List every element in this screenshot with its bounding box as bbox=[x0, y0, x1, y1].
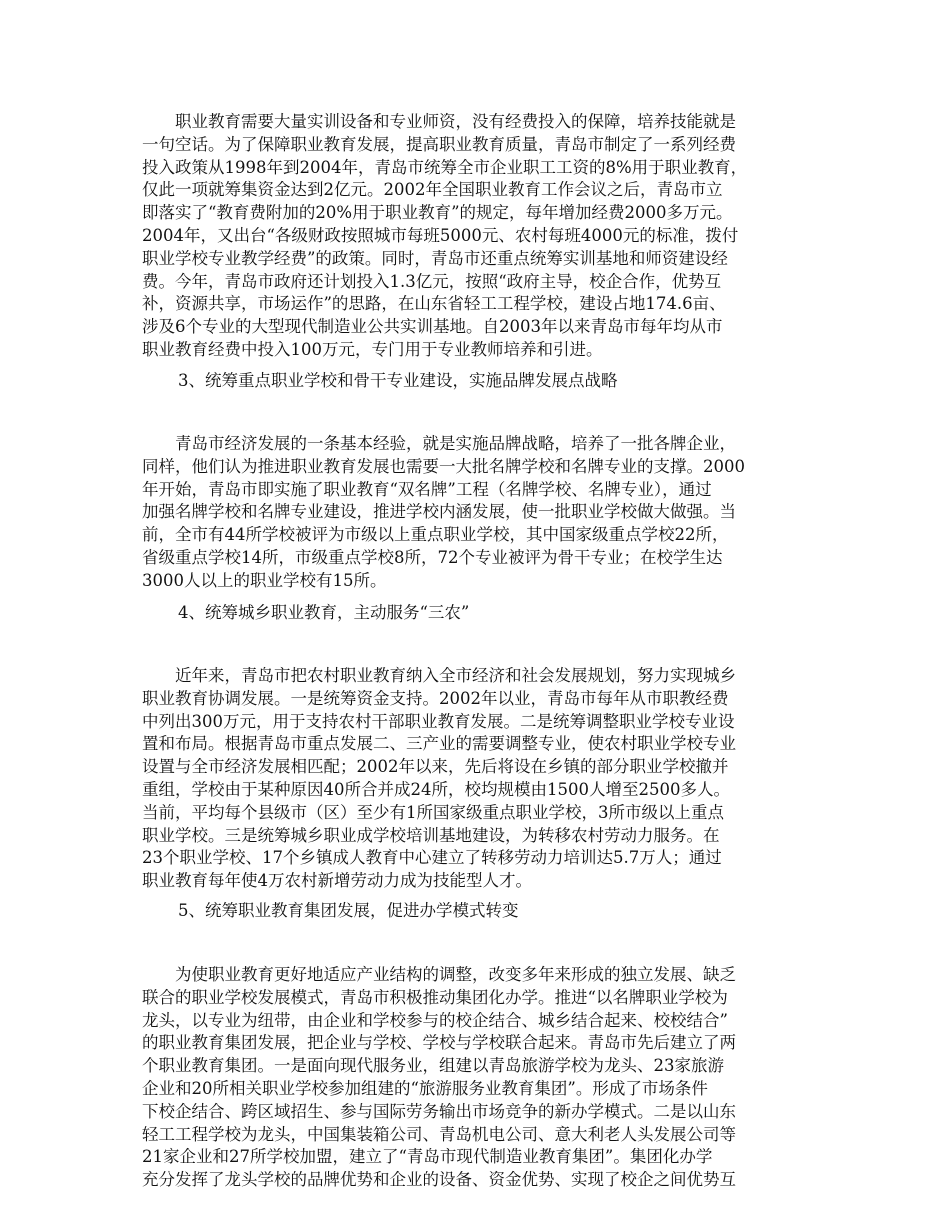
text-line: 龙头，以专业为纽带，由企业和学校参与的校企结合、城乡结合起来、校校结合” bbox=[142, 1010, 728, 1030]
text-line: 充分发挥了龙头学校的品牌优势和企业的设备、资金优势、实现了校企之间优势互 bbox=[142, 1170, 736, 1190]
text-line: 职业学校。三是统筹城乡职业成学校培训基地建设，为转移农村劳动力服务。在 bbox=[142, 825, 720, 845]
paragraph-urban-rural bbox=[142, 665, 810, 893]
section-heading-5: 5、统筹职业教育集团发展，促进办学模式转变 bbox=[178, 901, 519, 920]
text-line: 2004年，又出台“各级财政按照城市每班5000元、农村每班4000元的标准，拨付 bbox=[142, 225, 739, 245]
text-line: 轻工工程学校为龙头，中国集装箱公司、青岛机电公司、意大利老人头发展公司等 bbox=[142, 1124, 736, 1144]
text-line: 即落实了“教育费附加的20%用于职业教育”的规定，每年增加经费2000多万元。 bbox=[142, 203, 733, 223]
text-line: 职业教育经费中投入100万元，专门用于专业教师培养和引进。 bbox=[142, 339, 603, 359]
section-heading-3: 3、统筹重点职业学校和骨干专业建设，实施品牌发展点战略 bbox=[178, 371, 618, 390]
text-line: 仅此一项就筹集资金达到2亿元。2002年全国职业教育工作会议之后，青岛市立 bbox=[142, 180, 723, 200]
text-line: 当前，平均每个县级市（区）至少有1所国家级重点职业学校，3所市级以上重点 bbox=[142, 802, 724, 822]
text-line: 中列出300万元，用于支持农村干部职业教育发展。二是统筹调整职业学校专业设 bbox=[142, 711, 735, 731]
paragraph-brand-strategy bbox=[142, 433, 810, 593]
text-line: 一句空话。为了保障职业教育发展，提高职业教育质量，青岛市制定了一系列经费 bbox=[142, 134, 736, 154]
section-heading-4: 4、统筹城乡职业教育，主动服务“三农” bbox=[178, 603, 470, 622]
text-line: 的职业教育集团发展，把企业与学校、学校与学校联合起来。青岛市先后建立了两 bbox=[142, 1033, 736, 1053]
text-line: 企业和20所相关职业学校参加组建的“旅游服务业教育集团”。形成了市场条件 bbox=[142, 1078, 708, 1098]
text-line: 省级重点学校14所，市级重点学校8所，72个专业被评为骨干专业；在校学生达 bbox=[142, 547, 723, 567]
text-line: 联合的职业学校发展模式，青岛市积极推动集团化办学。推进“以名牌职业学校为 bbox=[142, 987, 728, 1007]
text-line: 23个职业学校、17个乡镇成人教育中心建立了转移劳动力培训达5.7万人；通过 bbox=[142, 848, 722, 868]
text-line: 下校企结合、跨区域招生、参与国际劳务输出市场竞争的新办学模式。二是以山东 bbox=[142, 1101, 736, 1121]
text-line: 职业学校专业教学经费”的政策。同时，青岛市还重点统筹实训基地和师资建设经 bbox=[142, 248, 728, 268]
text-line: 置和布局。根据青岛市重点发展二、三产业的需要调整专业，使农村职业学校专业 bbox=[142, 734, 736, 754]
text-line: 青岛市经济发展的一条基本经验，就是实施品牌战略，培养了一批各牌企业， bbox=[142, 434, 736, 453]
text-line: 投入政策从1998年到2004年，青岛市统筹全市企业职工工资的8%用于职业教育， bbox=[142, 157, 748, 177]
text-line: 21家企业和27所学校加盟，建立了“青岛市现代制造业教育集团”。集团化办学 bbox=[142, 1147, 713, 1167]
text-line: 为使职业教育更好地适应产业结构的调整，改变多年来形成的独立发展、缺乏 bbox=[142, 965, 736, 984]
text-line: 职业教育协调发展。一是统筹资金支持。2002年以业，青岛市每年从市职教经费 bbox=[142, 688, 729, 708]
paragraph-funding bbox=[142, 111, 810, 362]
text-line: 职业教育需要大量实训设备和专业师资，没有经费投入的保障，培养技能就是 bbox=[142, 112, 736, 131]
text-line: 个职业教育集团。一是面向现代服务业，组建以青岛旅游学校为龙头、23家旅游 bbox=[142, 1056, 724, 1076]
text-line: 3000人以上的职业学校有15所。 bbox=[142, 570, 387, 590]
text-line: 设置与全市经济发展相匹配；2002年以来，先后将设在乡镇的部分职业学校撤并 bbox=[142, 757, 729, 777]
text-line: 补，资源共享，市场运作”的思路，在山东省轻工工程学校，建设占地174.6亩、 bbox=[142, 294, 726, 314]
paragraph-group-schooling bbox=[142, 964, 810, 1192]
text-line: 近年来，青岛市把农村职业教育纳入全市经济和社会发展规划，努力实现城乡 bbox=[142, 666, 736, 685]
text-line: 年开始，青岛市即实施了职业教育“双名牌”工程（名牌学校、名牌专业），通过 bbox=[142, 479, 712, 499]
text-line: 同样，他们认为推进职业教育发展也需要一大批名牌学校和名牌专业的支撑。2000 bbox=[142, 456, 745, 476]
text-line: 涉及6个专业的大型现代制造业公共实训基地。自2003年以来青岛市每年均从市 bbox=[142, 317, 723, 337]
text-line: 重组，学校由于某种原因40所合并成24所，校均规模由1500人增至2500多人。 bbox=[142, 779, 730, 799]
text-line: 职业教育每年使4万农村新增劳动力成为技能型人才。 bbox=[142, 871, 532, 891]
text-line: 加强名牌学校和名牌专业建设，推进学校内涵发展，使一批职业学校做大做强。当 bbox=[142, 502, 736, 522]
text-line: 费。今年，青岛市政府还计划投入1.3亿元，按照“政府主导，校企合作，优势互 bbox=[142, 271, 722, 291]
text-line: 前，全市有44所学校被评为市级以上重点职业学校，其中国家级重点学校22所， bbox=[142, 525, 729, 545]
